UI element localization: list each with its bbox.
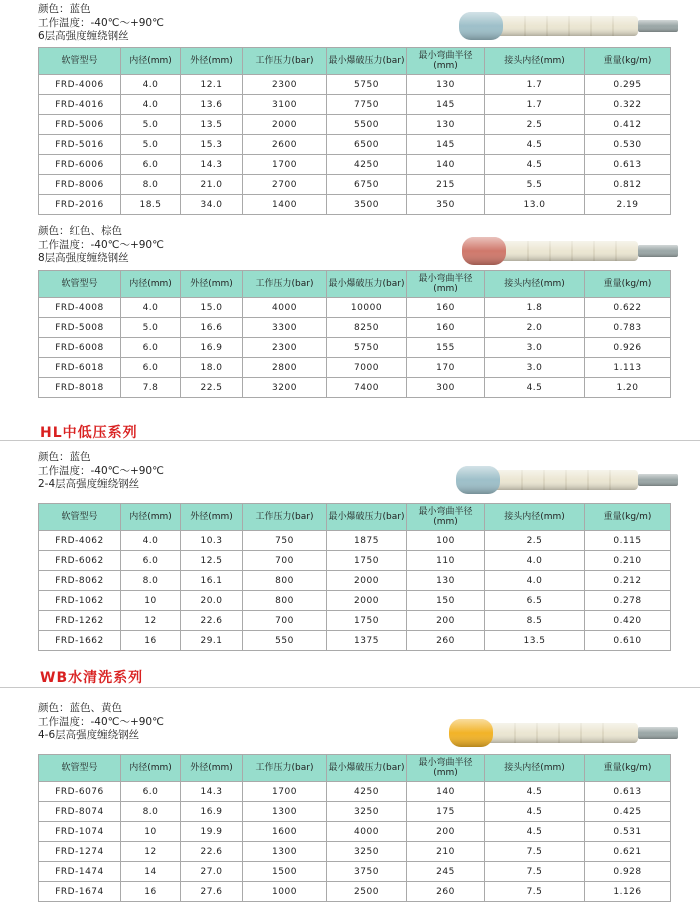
- table-cell: 0.928: [585, 862, 671, 882]
- table-cell: FRD-5016: [39, 135, 121, 155]
- table-cell: 5.0: [121, 115, 181, 135]
- color-text: 颜色：红色、棕色: [38, 225, 122, 237]
- table-cell: 1300: [243, 842, 327, 862]
- table-cell: 3250: [327, 842, 407, 862]
- table-row: [39, 531, 671, 551]
- sleeve-shade: [459, 12, 503, 40]
- table-cell: 1.7: [485, 75, 585, 95]
- column-header: 最小爆破压力(bar): [327, 271, 407, 298]
- yellow-hose-icon: [445, 711, 680, 755]
- table-cell: FRD-1074: [39, 822, 121, 842]
- table-cell: 350: [407, 195, 485, 215]
- table-cell: 8250: [327, 318, 407, 338]
- table-cell: 27.0: [181, 862, 243, 882]
- table-cell: 3250: [327, 802, 407, 822]
- table-cell: 7.5: [485, 842, 585, 862]
- table-cell: 550: [243, 631, 327, 651]
- table-cell: 8.0: [121, 802, 181, 822]
- table-cell: 7000: [327, 358, 407, 378]
- table-cell: 3300: [243, 318, 327, 338]
- column-header: 最小爆破压力(bar): [327, 48, 407, 75]
- table-row: [39, 298, 671, 318]
- table-cell: 700: [243, 551, 327, 571]
- table-cell: 0.295: [585, 75, 671, 95]
- table-cell: FRD-8018: [39, 378, 121, 398]
- table-cell: 12.5: [181, 551, 243, 571]
- column-header: 接头内径(mm): [485, 271, 585, 298]
- table-cell: 8.5: [485, 611, 585, 631]
- table-cell: 3.0: [485, 358, 585, 378]
- table-cell: 1750: [327, 551, 407, 571]
- table-cell: FRD-4016: [39, 95, 121, 115]
- table-cell: 0.210: [585, 551, 671, 571]
- table-row: [39, 822, 671, 842]
- table-cell: 0.531: [585, 822, 671, 842]
- table-cell: 5750: [327, 75, 407, 95]
- table-header-row: [39, 48, 671, 75]
- table-cell: 1400: [243, 195, 327, 215]
- fitting-shade: [638, 727, 678, 739]
- table-cell: 4.0: [121, 298, 181, 318]
- table-cell: 200: [407, 822, 485, 842]
- table-cell: 2500: [327, 882, 407, 902]
- table-cell: 13.5: [181, 115, 243, 135]
- table-cell: 16.1: [181, 571, 243, 591]
- table-cell: FRD-6008: [39, 338, 121, 358]
- spec-table: [38, 503, 671, 651]
- column-header: 工作压力(bar): [243, 755, 327, 782]
- table-cell: FRD-6076: [39, 782, 121, 802]
- table-cell: 2300: [243, 75, 327, 95]
- table-cell: 14: [121, 862, 181, 882]
- table-cell: 2.5: [485, 115, 585, 135]
- table-cell: 0.322: [585, 95, 671, 115]
- table-cell: 0.530: [585, 135, 671, 155]
- table-row: [39, 75, 671, 95]
- table-row: [39, 571, 671, 591]
- table-cell: 1750: [327, 611, 407, 631]
- table-cell: 2.5: [485, 531, 585, 551]
- table-cell: 0.621: [585, 842, 671, 862]
- table-cell: 1.126: [585, 882, 671, 902]
- table-cell: 0.783: [585, 318, 671, 338]
- table-cell: 2000: [243, 115, 327, 135]
- table-row: [39, 338, 671, 358]
- table-cell: 1.113: [585, 358, 671, 378]
- column-header: 内径(mm): [121, 755, 181, 782]
- table-cell: 4.0: [121, 531, 181, 551]
- table-row: [39, 378, 671, 398]
- table-cell: 4000: [327, 822, 407, 842]
- table-cell: 1600: [243, 822, 327, 842]
- table-cell: 5.5: [485, 175, 585, 195]
- fitting-shade: [638, 20, 678, 32]
- temp-text: 工作温度：-40℃～+90℃: [38, 464, 164, 477]
- table-cell: 3200: [243, 378, 327, 398]
- table-cell: 4.5: [485, 782, 585, 802]
- table-cell: FRD-6018: [39, 358, 121, 378]
- table-cell: 2300: [243, 338, 327, 358]
- table-cell: 0.278: [585, 591, 671, 611]
- table-cell: FRD-2016: [39, 195, 121, 215]
- table-row: [39, 802, 671, 822]
- table-cell: FRD-1274: [39, 842, 121, 862]
- table-cell: 260: [407, 882, 485, 902]
- table-cell: 13.6: [181, 95, 243, 115]
- wire-text: 6层高强度缠绕钢丝: [38, 30, 129, 42]
- table-row: [39, 358, 671, 378]
- table-cell: FRD-1474: [39, 862, 121, 882]
- table-cell: 16.9: [181, 802, 243, 822]
- table-cell: 1.20: [585, 378, 671, 398]
- color-text: 颜色：蓝色: [38, 451, 91, 463]
- column-header: 最小爆破压力(bar): [327, 755, 407, 782]
- color-text: 颜色：蓝色: [38, 3, 91, 15]
- column-header: 内径(mm): [121, 48, 181, 75]
- table-cell: 0.212: [585, 571, 671, 591]
- section-meta: [38, 225, 164, 266]
- table-cell: 5.0: [121, 318, 181, 338]
- table-row: [39, 175, 671, 195]
- spec-table: [38, 754, 671, 902]
- wire-text: 2-4层高强度缠绕钢丝: [38, 478, 140, 490]
- table-cell: 6.0: [121, 782, 181, 802]
- table-cell: 14.3: [181, 782, 243, 802]
- divider: [0, 687, 700, 688]
- table-cell: FRD-4062: [39, 531, 121, 551]
- fitting-shade: [638, 245, 678, 257]
- table-cell: 200: [407, 611, 485, 631]
- temp-text: 工作温度：-40℃～+90℃: [38, 715, 164, 728]
- temp-text: 工作温度：-40℃～+90℃: [38, 238, 164, 251]
- table-cell: 16.9: [181, 338, 243, 358]
- table-cell: 145: [407, 95, 485, 115]
- column-header: 工作压力(bar): [243, 504, 327, 531]
- column-header: 最小弯曲半径(mm): [407, 755, 485, 782]
- table-row: [39, 782, 671, 802]
- column-header: 最小弯曲半径(mm): [407, 48, 485, 75]
- table-cell: FRD-8006: [39, 175, 121, 195]
- table-cell: 750: [243, 531, 327, 551]
- red-hose-icon: [458, 229, 680, 273]
- table-cell: 4.5: [485, 378, 585, 398]
- section-meta: [38, 702, 164, 743]
- table-cell: 1700: [243, 782, 327, 802]
- table-row: [39, 862, 671, 882]
- table-cell: 10.3: [181, 531, 243, 551]
- column-header: 重量(kg/m): [585, 271, 671, 298]
- table-cell: 2.19: [585, 195, 671, 215]
- table-cell: 22.6: [181, 842, 243, 862]
- series-title-hl: HL中低压系列: [40, 425, 138, 441]
- table-cell: 12: [121, 611, 181, 631]
- table-row: [39, 318, 671, 338]
- table-cell: 5500: [327, 115, 407, 135]
- table-row: [39, 95, 671, 115]
- table-cell: 145: [407, 135, 485, 155]
- table-cell: 0.613: [585, 782, 671, 802]
- table-cell: 10000: [327, 298, 407, 318]
- column-header: 外径(mm): [181, 48, 243, 75]
- sleeve-shade: [456, 466, 500, 494]
- table-cell: 3750: [327, 862, 407, 882]
- table-cell: 0.425: [585, 802, 671, 822]
- table-cell: 300: [407, 378, 485, 398]
- table-cell: 7.5: [485, 862, 585, 882]
- table-cell: 34.0: [181, 195, 243, 215]
- table-cell: 2600: [243, 135, 327, 155]
- column-header: 重量(kg/m): [585, 504, 671, 531]
- table-row: [39, 135, 671, 155]
- table-cell: 170: [407, 358, 485, 378]
- table-cell: 130: [407, 115, 485, 135]
- column-header: 工作压力(bar): [243, 48, 327, 75]
- table-cell: 4.5: [485, 155, 585, 175]
- table-cell: 7750: [327, 95, 407, 115]
- sleeve-shade: [462, 237, 506, 265]
- table-cell: 260: [407, 631, 485, 651]
- column-header: 最小弯曲半径(mm): [407, 504, 485, 531]
- table-cell: 4.0: [121, 95, 181, 115]
- table-cell: 215: [407, 175, 485, 195]
- table-cell: 245: [407, 862, 485, 882]
- column-header: 软管型号: [39, 755, 121, 782]
- table-cell: 18.5: [121, 195, 181, 215]
- sleeve-shade: [449, 719, 493, 747]
- table-cell: 4250: [327, 782, 407, 802]
- table-cell: FRD-1062: [39, 591, 121, 611]
- table-cell: 12.1: [181, 75, 243, 95]
- table-row: [39, 591, 671, 611]
- table-cell: 4000: [243, 298, 327, 318]
- table-cell: 2000: [327, 591, 407, 611]
- table-cell: 19.9: [181, 822, 243, 842]
- column-header: 接头内径(mm): [485, 755, 585, 782]
- table-cell: 4.5: [485, 822, 585, 842]
- table-cell: 6500: [327, 135, 407, 155]
- column-header: 软管型号: [39, 48, 121, 75]
- table-cell: 7.8: [121, 378, 181, 398]
- table-cell: 1000: [243, 882, 327, 902]
- column-header: 接头内径(mm): [485, 504, 585, 531]
- table-cell: 160: [407, 298, 485, 318]
- table-cell: 1875: [327, 531, 407, 551]
- table-cell: 14.3: [181, 155, 243, 175]
- table-cell: 10: [121, 591, 181, 611]
- table-header-row: [39, 271, 671, 298]
- table-cell: 8.0: [121, 175, 181, 195]
- table-cell: 160: [407, 318, 485, 338]
- table-cell: 12: [121, 842, 181, 862]
- table-cell: 0.926: [585, 338, 671, 358]
- table-cell: 0.812: [585, 175, 671, 195]
- table-cell: 6.0: [121, 338, 181, 358]
- table-cell: 2800: [243, 358, 327, 378]
- column-header: 最小弯曲半径(mm): [407, 271, 485, 298]
- table-cell: 6750: [327, 175, 407, 195]
- table-cell: 1.8: [485, 298, 585, 318]
- table-row: [39, 882, 671, 902]
- wire-text: 8层高强度缠绕钢丝: [38, 252, 129, 264]
- table-cell: 0.412: [585, 115, 671, 135]
- table-cell: 150: [407, 591, 485, 611]
- table-cell: FRD-5008: [39, 318, 121, 338]
- table-cell: 4.5: [485, 802, 585, 822]
- table-cell: 130: [407, 75, 485, 95]
- table-cell: 22.5: [181, 378, 243, 398]
- table-row: [39, 842, 671, 862]
- table-cell: 4.5: [485, 135, 585, 155]
- table-cell: 7400: [327, 378, 407, 398]
- table-cell: 0.610: [585, 631, 671, 651]
- table-row: [39, 551, 671, 571]
- table-cell: 2.0: [485, 318, 585, 338]
- table-cell: 100: [407, 531, 485, 551]
- table-cell: 5.0: [121, 135, 181, 155]
- table-cell: 140: [407, 155, 485, 175]
- column-header: 软管型号: [39, 504, 121, 531]
- table-cell: 15.3: [181, 135, 243, 155]
- column-header: 外径(mm): [181, 504, 243, 531]
- table-cell: 130: [407, 571, 485, 591]
- color-text: 颜色：蓝色、黄色: [38, 702, 122, 714]
- table-cell: 4.0: [485, 551, 585, 571]
- table-cell: 4.0: [121, 75, 181, 95]
- table-cell: 16: [121, 631, 181, 651]
- table-cell: FRD-4006: [39, 75, 121, 95]
- table-cell: FRD-8074: [39, 802, 121, 822]
- table-cell: 0.115: [585, 531, 671, 551]
- table-cell: 6.0: [121, 358, 181, 378]
- column-header: 外径(mm): [181, 271, 243, 298]
- table-cell: 1700: [243, 155, 327, 175]
- column-header: 工作压力(bar): [243, 271, 327, 298]
- table-row: [39, 155, 671, 175]
- table-cell: 1.7: [485, 95, 585, 115]
- table-cell: 8.0: [121, 571, 181, 591]
- table-cell: 800: [243, 571, 327, 591]
- table-cell: FRD-6062: [39, 551, 121, 571]
- table-cell: 16.6: [181, 318, 243, 338]
- table-cell: 3500: [327, 195, 407, 215]
- table-row: [39, 115, 671, 135]
- table-cell: 2700: [243, 175, 327, 195]
- table-cell: 4.0: [485, 571, 585, 591]
- table-cell: 13.0: [485, 195, 585, 215]
- table-cell: 800: [243, 591, 327, 611]
- table-cell: FRD-1674: [39, 882, 121, 902]
- blue-hose-icon: [455, 4, 680, 48]
- table-cell: 210: [407, 842, 485, 862]
- table-cell: FRD-8062: [39, 571, 121, 591]
- fitting-shade: [638, 474, 678, 486]
- table-cell: 6.0: [121, 551, 181, 571]
- table-cell: 16: [121, 882, 181, 902]
- table-cell: 18.0: [181, 358, 243, 378]
- table-cell: 7.5: [485, 882, 585, 902]
- table-cell: 4250: [327, 155, 407, 175]
- temp-text: 工作温度：-40℃～+90℃: [38, 16, 164, 29]
- table-cell: 3100: [243, 95, 327, 115]
- blue-hose-icon: [452, 458, 680, 502]
- table-cell: 5750: [327, 338, 407, 358]
- table-cell: 1500: [243, 862, 327, 882]
- table-row: [39, 195, 671, 215]
- table-cell: FRD-5006: [39, 115, 121, 135]
- table-cell: 700: [243, 611, 327, 631]
- table-cell: FRD-1662: [39, 631, 121, 651]
- column-header: 软管型号: [39, 271, 121, 298]
- table-cell: 0.622: [585, 298, 671, 318]
- table-cell: 1300: [243, 802, 327, 822]
- table-cell: 155: [407, 338, 485, 358]
- table-cell: FRD-6006: [39, 155, 121, 175]
- table-cell: 2000: [327, 571, 407, 591]
- table-cell: 21.0: [181, 175, 243, 195]
- table-cell: 20.0: [181, 591, 243, 611]
- table-cell: FRD-1262: [39, 611, 121, 631]
- table-cell: 0.420: [585, 611, 671, 631]
- table-cell: 6.5: [485, 591, 585, 611]
- table-header-row: [39, 755, 671, 782]
- table-cell: 13.5: [485, 631, 585, 651]
- table-cell: 0.613: [585, 155, 671, 175]
- table-cell: 29.1: [181, 631, 243, 651]
- section-meta: [38, 3, 164, 44]
- table-cell: 22.6: [181, 611, 243, 631]
- divider: [0, 440, 700, 441]
- column-header: 最小爆破压力(bar): [327, 504, 407, 531]
- table-cell: 175: [407, 802, 485, 822]
- table-row: [39, 631, 671, 651]
- table-cell: 10: [121, 822, 181, 842]
- table-cell: 6.0: [121, 155, 181, 175]
- column-header: 重量(kg/m): [585, 48, 671, 75]
- table-header-row: [39, 504, 671, 531]
- section-meta: [38, 451, 164, 492]
- spec-table: [38, 270, 671, 398]
- series-title-wb: WB水清洗系列: [40, 670, 144, 686]
- table-cell: 27.6: [181, 882, 243, 902]
- table-cell: 110: [407, 551, 485, 571]
- table-cell: 140: [407, 782, 485, 802]
- column-header: 内径(mm): [121, 271, 181, 298]
- column-header: 外径(mm): [181, 755, 243, 782]
- table-cell: 15.0: [181, 298, 243, 318]
- column-header: 重量(kg/m): [585, 755, 671, 782]
- column-header: 接头内径(mm): [485, 48, 585, 75]
- spec-table: [38, 47, 671, 215]
- table-row: [39, 611, 671, 631]
- table-cell: FRD-4008: [39, 298, 121, 318]
- wire-text: 4-6层高强度缠绕钢丝: [38, 729, 140, 741]
- column-header: 内径(mm): [121, 504, 181, 531]
- table-cell: 1375: [327, 631, 407, 651]
- table-cell: 3.0: [485, 338, 585, 358]
